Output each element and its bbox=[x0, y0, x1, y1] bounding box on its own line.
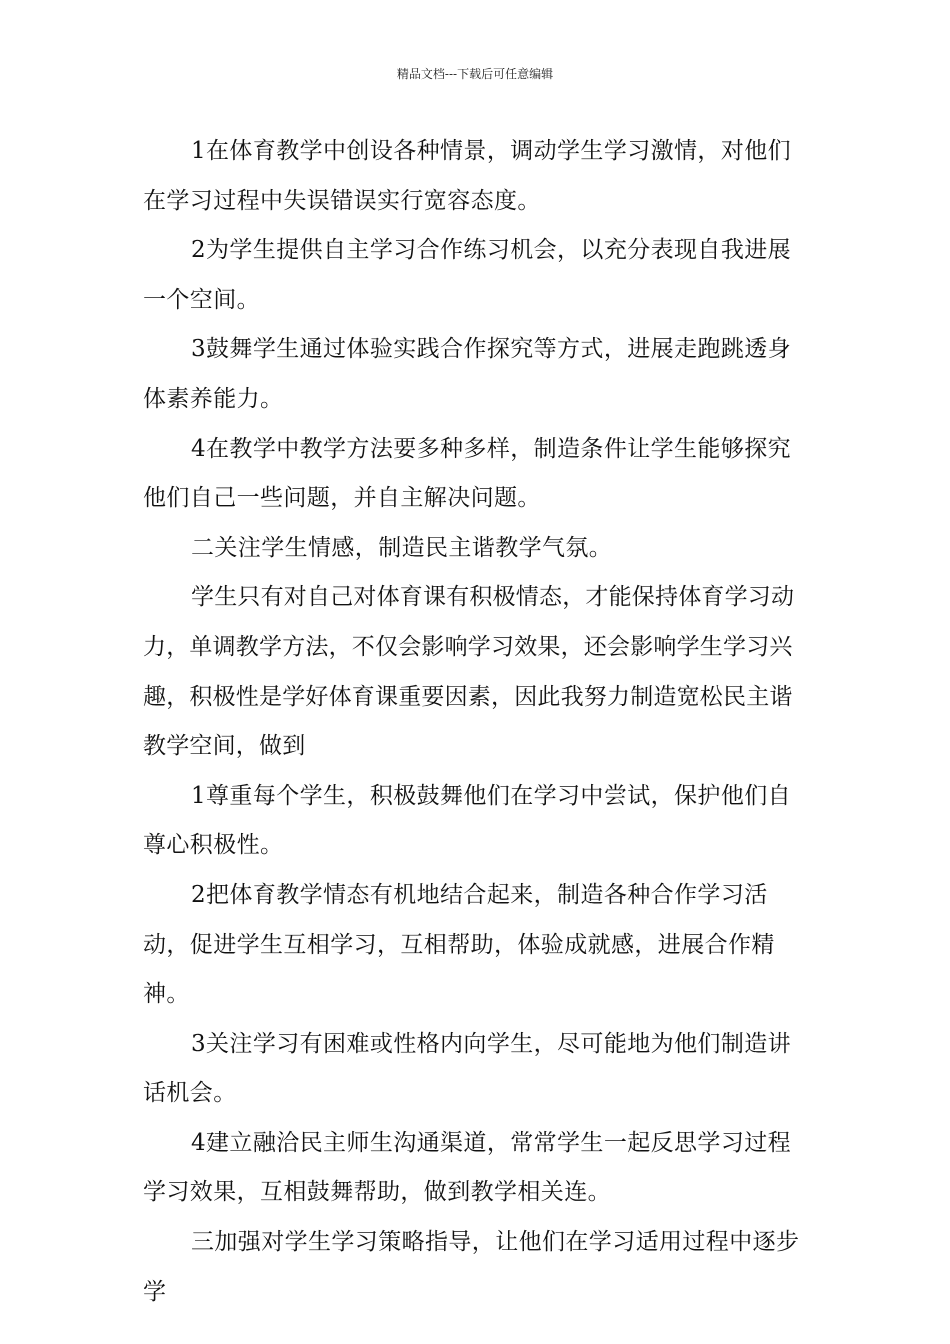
paragraph: 4在教学中教学方法要多种多样，制造条件让学生能够探究他们自己一些问题，并自主解决问题。 bbox=[143, 435, 792, 512]
document-body bbox=[143, 127, 813, 1317]
paragraph: 2把体育教学情态有机地结合起来，制造各种合作学习活动，促进学生互相学习，互相帮助，体验成就感，进展合作精神。 bbox=[143, 881, 775, 1008]
section-heading: 三加强对学生学习策略指导，让他们在学习适用过程中逐步学 bbox=[143, 1229, 800, 1305]
paragraph: 2为学生提供自主学习合作练习机会，以充分表现自我进展一个空间。 bbox=[143, 237, 792, 313]
paragraph: 1在体育教学中创设各种情景，调动学生学习激情，对他们在学习过程中失误错误实行宽容态度。 bbox=[143, 138, 792, 214]
section-heading: 二关注学生情感，制造民主谐教学气氛。 bbox=[191, 534, 613, 561]
paragraph: 学生只有对自己对体育课有积极情态，才能保持体育学习动力，单调教学方法，不仅会影响学习效果，还会影响学生学习兴趣，积极性是学好体育课重要因素，因此我努力制造宽松民主谐教学空间，做到 bbox=[143, 584, 795, 760]
paragraph: 4建立融洽民主师生沟通渠道，常常学生一起反思学习过程学习效果，互相鼓舞帮助，做到教学相关连。 bbox=[143, 1129, 792, 1206]
paragraph: 1尊重每个学生，积极鼓舞他们在学习中尝试，保护他们自尊心积极性。 bbox=[143, 782, 792, 859]
paragraph: 3鼓舞学生通过体验实践合作探究等方式，进展走跑跳透身体素养能力。 bbox=[143, 336, 792, 412]
paragraph: 3关注学习有困难或性格内向学生，尽可能地为他们制造讲话机会。 bbox=[143, 1030, 792, 1107]
page-header: 精品文档---下载后可任意编辑 bbox=[396, 67, 554, 81]
